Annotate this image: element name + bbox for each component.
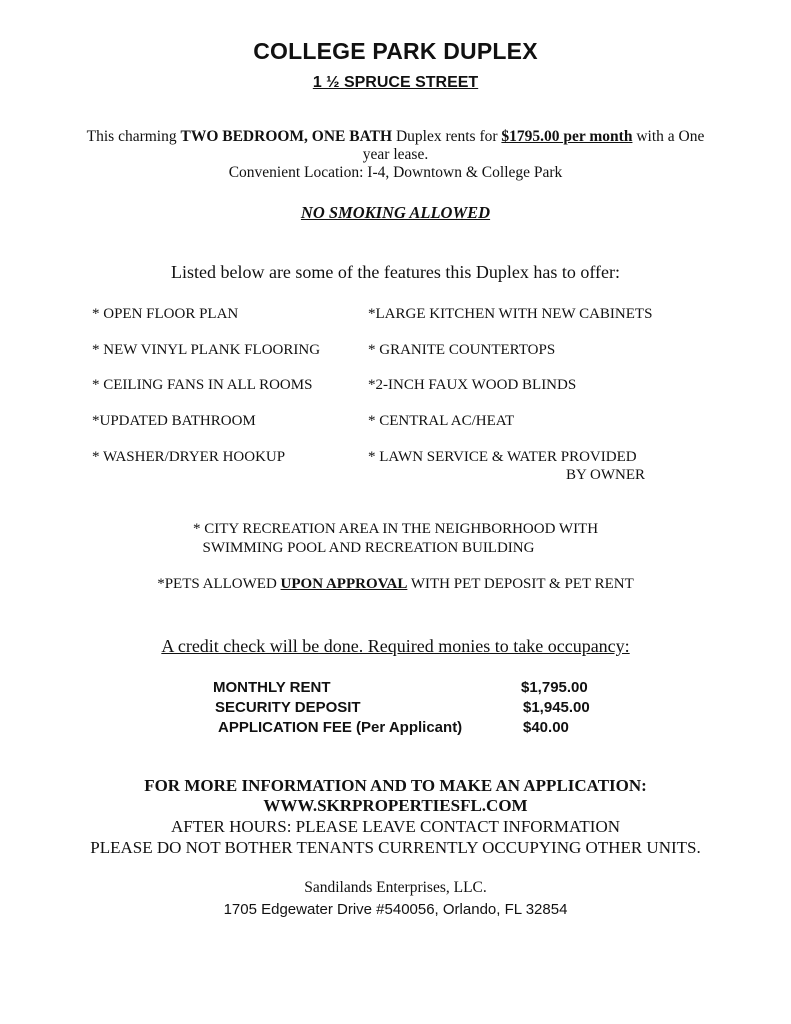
more-info-line: FOR MORE INFORMATION AND TO MAKE AN APPLICATION: <box>144 776 647 795</box>
pets-approval-highlight: UPON APPROVAL <box>280 576 408 592</box>
more-info-block <box>0 776 791 816</box>
intro-text-3: with a One <box>632 128 705 145</box>
recreation-note <box>0 520 791 558</box>
feature-right-5: * LAWN SERVICE & WATER PROVIDED <box>368 449 637 465</box>
intro-text-1: This charming <box>86 128 181 145</box>
intro-line-1 <box>0 128 791 146</box>
property-address: 1 ½ SPRUCE STREET <box>312 74 479 91</box>
feature-left-2: * NEW VINYL PLANK FLOORING <box>92 342 321 358</box>
feature-left-5: * WASHER/DRYER HOOKUP <box>92 449 286 465</box>
features-heading: Listed below are some of the features this Duplex has to offer: <box>170 262 621 282</box>
page-title: COLLEGE PARK DUPLEX <box>253 38 538 64</box>
company-address: 1705 Edgewater Drive #540056, Orlando, FL 32854 <box>223 901 568 918</box>
intro-line-2: year lease. <box>362 146 429 163</box>
website-link[interactable]: WWW.SKRPROPERTIESFL.COM <box>263 796 528 815</box>
location-line: Convenient Location: I-4, Downtown & College Park <box>228 164 563 181</box>
after-hours-line: AFTER HOURS: PLEASE LEAVE CONTACT INFORMATION <box>170 817 620 836</box>
monies-label-application-fee: APPLICATION FEE (Per Applicant) <box>218 719 463 736</box>
recreation-line-1: * CITY RECREATION AREA IN THE NEIGHBORHOOD WITH <box>192 521 599 537</box>
monies-label-monthly-rent: MONTHLY RENT <box>213 679 331 696</box>
after-hours-block <box>0 816 791 858</box>
monies-value-application-fee: $40.00 <box>523 719 569 736</box>
intro-text-2: Duplex rents for <box>392 128 502 145</box>
intro-paragraph <box>0 128 791 182</box>
do-not-bother-line: PLEASE DO NOT BOTHER TENANTS CURRENTLY OCCUPYING OTHER UNITS. <box>90 838 701 857</box>
pets-policy <box>0 576 791 593</box>
feature-right-2: * GRANITE COUNTERTOPS <box>368 342 556 358</box>
feature-left-3: * CEILING FANS IN ALL ROOMS <box>92 377 313 393</box>
no-smoking-notice: NO SMOKING ALLOWED <box>300 203 491 222</box>
feature-right-1: *LARGE KITCHEN WITH NEW CABINETS <box>368 306 653 322</box>
pets-text-2: WITH PET DEPOSIT & PET RENT <box>407 576 634 592</box>
feature-right-3: *2-INCH FAUX WOOD BLINDS <box>368 377 577 393</box>
monies-value-monthly-rent: $1,795.00 <box>521 679 588 696</box>
recreation-line-2: SWIMMING POOL AND RECREATION BUILDING <box>202 540 535 556</box>
company-name: Sandilands Enterprises, LLC. <box>304 879 487 896</box>
bedroom-bath-highlight: TWO BEDROOM, ONE BATH <box>180 128 393 145</box>
credit-check-heading: A credit check will be done. Required monies to take occupancy: <box>161 636 630 656</box>
feature-right-4: * CENTRAL AC/HEAT <box>368 413 515 429</box>
pets-text-1: *PETS ALLOWED <box>157 576 281 592</box>
monies-label-security-deposit: SECURITY DEPOSIT <box>215 699 361 716</box>
feature-left-1: * OPEN FLOOR PLAN <box>92 306 239 322</box>
feature-left-4: *UPDATED BATHROOM <box>92 413 256 429</box>
feature-right-5-continued: BY OWNER <box>566 467 646 483</box>
monies-value-security-deposit: $1,945.00 <box>523 699 590 716</box>
rent-highlight: $1795.00 per month <box>501 128 633 145</box>
